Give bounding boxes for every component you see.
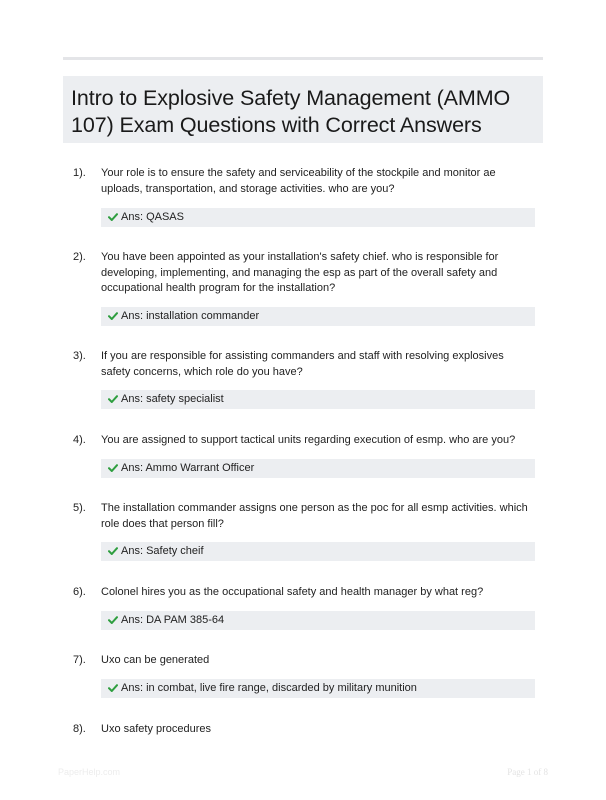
check-icon [108,615,118,625]
question-number: 8). [73,723,86,735]
page-title: Intro to Explosive Safety Management (AMMO 107) Exam Questions with Correct Answers [71,86,511,137]
question-text: The installation commander assigns one person as the poc for all esmp activities. which role does that person fill? [101,502,528,530]
question-text: Uxo safety procedures [101,723,212,735]
question-number: 3). [73,350,86,362]
check-icon [108,394,118,404]
answer-text: Ans: DA PAM 385-64 [121,614,225,626]
answer-text: Ans: safety specialist [121,393,224,405]
question-number: 7). [73,654,86,666]
answer-box [101,542,535,561]
footer-watermark: PaperHelp.com [58,767,121,777]
answer-box [101,459,535,478]
top-divider [63,57,543,60]
check-icon [108,546,118,556]
check-icon [108,311,118,321]
answer-text: Ans: installation commander [121,310,260,322]
question-text: You have been appointed as your installation's safety chief. who is responsible for developing, implementing, and managing the esp as part of the overall safety and occupational health program for the installation? [101,251,499,294]
answer-text: Ans: Safety cheif [121,545,204,557]
question-number: 4). [73,434,86,446]
question-text: If you are responsible for assisting commanders and staff with resolving explosives safety concerns, which role do you have? [101,350,504,378]
question-text: Your role is to ensure the safety and serviceability of the stockpile and monitor ae uploads, transportation, and storage activities. who are you? [101,167,496,195]
check-icon [108,683,118,693]
answer-box [101,390,535,409]
answer-box [101,307,535,326]
answer-box [101,611,535,630]
page-number: Page 1 of 8 [507,767,548,777]
question-text: Colonel hires you as the occupational safety and health manager by what reg? [101,586,484,598]
check-icon [108,463,118,473]
question-text: You are assigned to support tactical units regarding execution of esmp. who are you? [101,434,516,446]
answer-box [101,208,535,227]
answer-box [101,679,535,698]
question-number: 2). [73,251,86,263]
answer-text: Ans: Ammo Warrant Officer [121,462,255,474]
answer-text: Ans: QASAS [121,211,184,223]
title-banner [63,76,543,143]
check-icon [108,212,118,222]
question-number: 6). [73,586,86,598]
question-number: 1). [73,167,86,179]
question-text: Uxo can be generated [101,654,210,666]
question-number: 5). [73,502,86,514]
answer-text: Ans: in combat, live fire range, discarded by military munition [121,682,417,694]
